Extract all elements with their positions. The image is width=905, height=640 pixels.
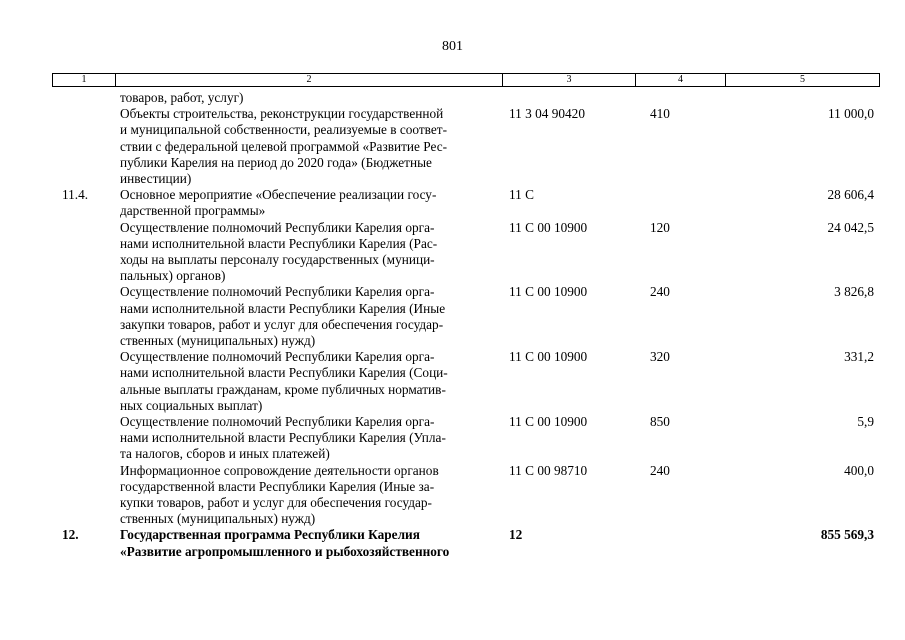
description-line: товаров, работ, услуг)	[120, 90, 244, 105]
row-sum	[724, 90, 878, 106]
row-number	[52, 414, 114, 463]
description-line: ных социальных выплат)	[120, 397, 263, 413]
description-line: Объекты строительства, реконструкции государственной	[120, 106, 444, 122]
row-code: 11 С 00 10900	[509, 219, 588, 235]
row-sum: 855 569,3	[820, 527, 874, 543]
row-description	[114, 187, 501, 219]
description-line: нами исполнительной власти Республики Карелия (Упла-	[120, 430, 446, 446]
header-col-4: 4	[635, 74, 725, 86]
row-description	[114, 284, 501, 349]
row-expense-type: 240	[650, 284, 670, 300]
row-expense-type: 240	[650, 462, 670, 478]
table-row	[52, 527, 878, 559]
description-line: ственных (муниципальных) нужд)	[120, 333, 316, 349]
description-line: купки товаров, работ и услуг для обеспечения государ-	[120, 495, 432, 511]
description-line: инвестиции)	[120, 171, 192, 187]
row-number	[52, 284, 114, 349]
row-code: 11 С 00 98710	[509, 462, 588, 478]
row-sum: 28 606,4	[827, 187, 874, 203]
row-number	[52, 90, 114, 106]
row-description	[114, 106, 501, 187]
row-expense-type	[634, 187, 724, 219]
budget-table	[52, 90, 878, 560]
description-line: публики Карелия на период до 2020 года» (Бюджетные	[120, 154, 432, 170]
description-line: государственной власти Республики Карелия (Иные за-	[120, 478, 435, 494]
row-description	[114, 463, 501, 528]
row-number: 11.4.	[62, 187, 89, 203]
table-row	[52, 106, 878, 187]
row-number	[52, 349, 114, 414]
table-row	[52, 414, 878, 463]
row-number	[52, 220, 114, 285]
row-expense-type	[634, 527, 724, 559]
row-description	[114, 349, 501, 414]
row-expense-type: 320	[650, 349, 670, 365]
row-expense-type	[634, 90, 724, 106]
row-sum: 5,9	[857, 414, 874, 430]
description-line: закупки товаров, работ и услуг для обеспечения государ-	[120, 316, 444, 332]
header-col-2: 2	[115, 74, 502, 86]
description-line: нами исполнительной власти Республики Карелия (Иные	[120, 300, 446, 316]
description-line: «Развитие агропромышленного и рыбохозяйственного	[120, 543, 450, 559]
row-code	[501, 90, 634, 106]
description-line: Осуществление полномочий Республики Карелия орга-	[120, 414, 435, 430]
row-code: 12	[509, 527, 523, 543]
row-sum: 400,0	[844, 462, 874, 478]
row-description	[114, 527, 501, 559]
header-col-3: 3	[502, 74, 635, 86]
description-line: Основное мероприятие «Обеспечение реализации госу-	[120, 187, 437, 203]
page-number: 801	[442, 39, 463, 54]
row-description	[114, 90, 501, 106]
table-row	[52, 284, 878, 349]
description-line: та налогов, сборов и иных платежей)	[120, 446, 330, 462]
description-line: Информационное сопровождение деятельности органов	[120, 462, 439, 478]
header-col-5: 5	[725, 74, 879, 86]
row-sum: 24 042,5	[827, 219, 874, 235]
description-line: пальных) органов)	[120, 268, 226, 284]
row-sum: 331,2	[844, 349, 874, 365]
table-row	[52, 463, 878, 528]
row-expense-type: 120	[650, 219, 670, 235]
row-expense-type: 850	[650, 414, 670, 430]
description-line: нами исполнительной власти Республики Карелия (Соци-	[120, 365, 448, 381]
header-col-1: 1	[81, 74, 87, 85]
description-line: ственных (муниципальных) нужд)	[120, 511, 316, 527]
description-line: Государственная программа Республики Карелия	[120, 527, 420, 543]
row-code: 11 С 00 10900	[509, 284, 588, 300]
row-description	[114, 414, 501, 463]
row-number: 12.	[62, 527, 79, 543]
table-row	[52, 90, 878, 106]
row-number	[52, 106, 114, 187]
description-line: ходы на выплаты персоналу государственных (муници-	[120, 252, 435, 268]
description-line: ствии с федеральной целевой программой «Развитие Рес-	[120, 138, 448, 154]
row-code: 11 С	[509, 187, 534, 203]
row-code: 11 С 00 10900	[509, 414, 588, 430]
row-sum: 3 826,8	[834, 284, 874, 300]
row-description	[114, 220, 501, 285]
description-line: нами исполнительной власти Республики Карелия (Рас-	[120, 235, 438, 251]
description-line: Осуществление полномочий Республики Карелия орга-	[120, 219, 435, 235]
row-code: 11 3 04 90420	[509, 106, 585, 122]
table-row	[52, 349, 878, 414]
table-row	[52, 220, 878, 285]
description-line: альные выплаты гражданам, кроме публичных норматив-	[120, 381, 446, 397]
description-line: дарственной программы»	[120, 203, 266, 219]
table-row	[52, 187, 878, 219]
row-sum: 11 000,0	[827, 106, 874, 122]
description-line: Осуществление полномочий Республики Карелия орга-	[120, 284, 435, 300]
row-code: 11 С 00 10900	[509, 349, 588, 365]
description-line: Осуществление полномочий Республики Карелия орга-	[120, 349, 435, 365]
description-line: и муниципальной собственности, реализуемые в соответ-	[120, 122, 448, 138]
row-number	[52, 463, 114, 528]
table-header	[52, 73, 880, 87]
row-expense-type: 410	[650, 106, 670, 122]
